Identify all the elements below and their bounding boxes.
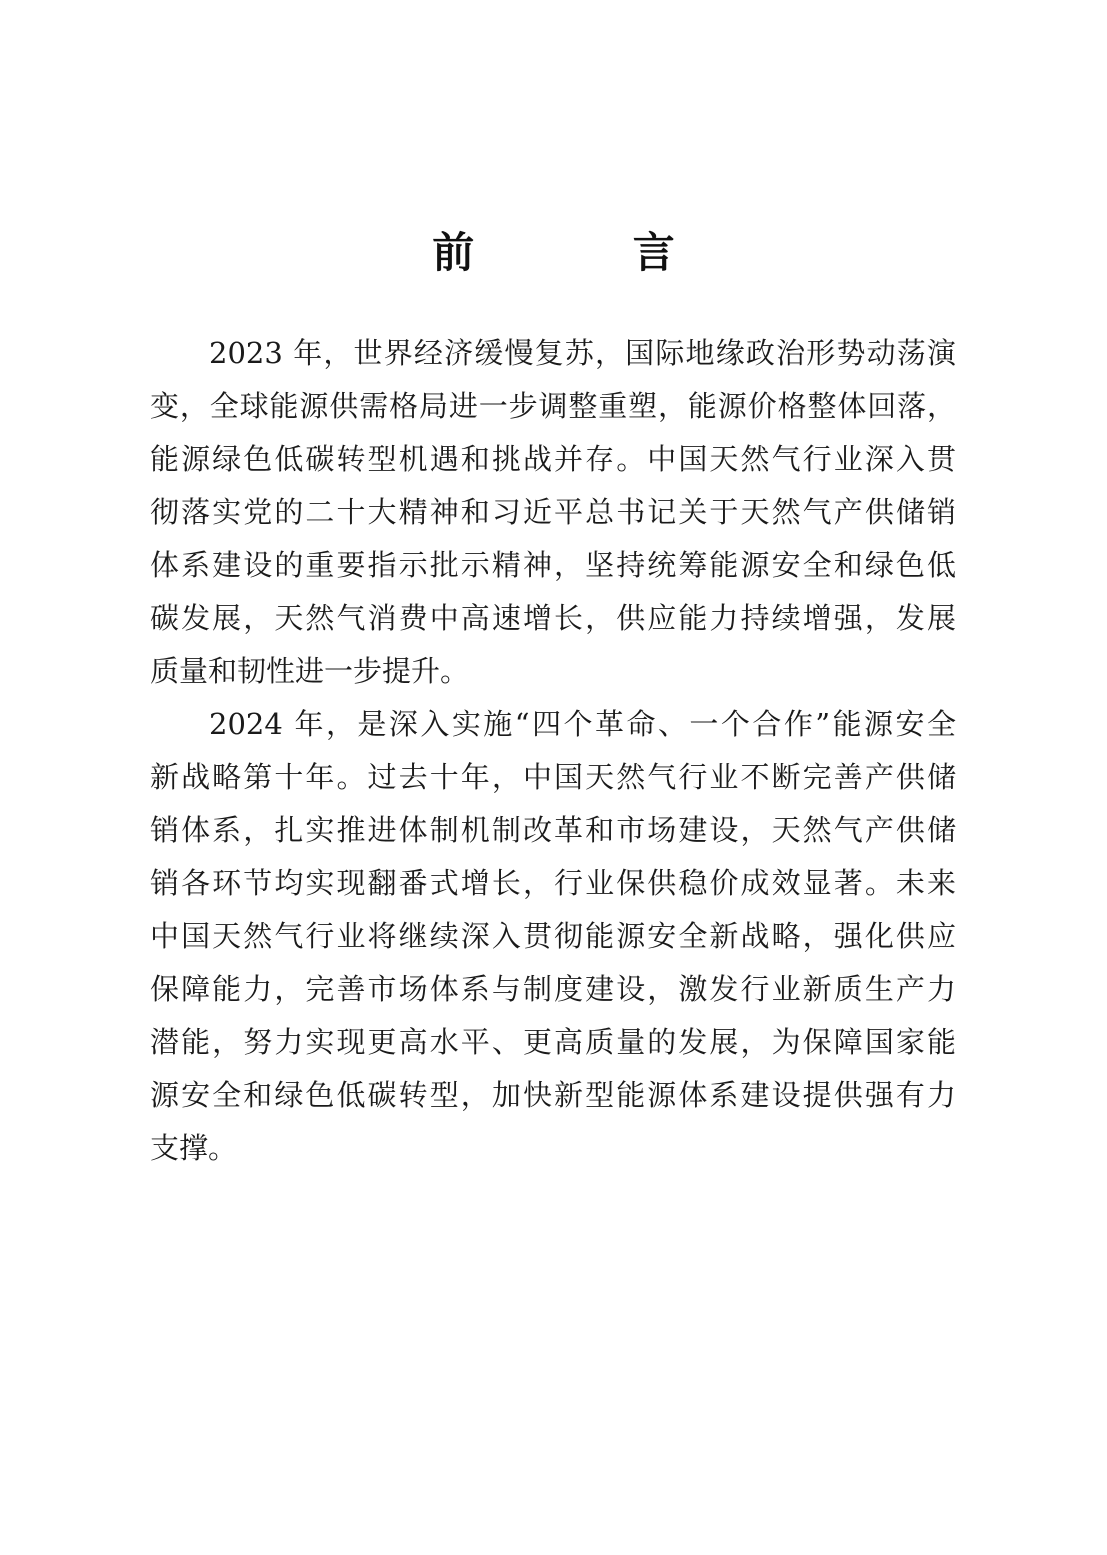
page-title: 前 言 [432,228,747,277]
paragraph-1-line-4: 彻落实党的二十大精神和习近平总书记关于天然气产供储销 [150,495,956,529]
paragraph-2-line-9: 支撑。 [150,1131,238,1165]
paragraph-1-line-5: 体系建设的重要指示批示精神，坚持统筹能源安全和绿色低 [150,548,956,582]
paragraph-1-line-3: 能源绿色低碳转型机遇和挑战并存。中国天然气行业深入贯 [150,442,956,476]
paragraph-2-line-8: 源安全和绿色低碳转型，加快新型能源体系建设提供强有力 [150,1078,956,1112]
paragraph-1-line-6: 碳发展，天然气消费中高速增长，供应能力持续增强，发展 [150,601,956,635]
paragraph-2-line-2: 新战略第十年。过去十年，中国天然气行业不断完善产供储 [150,760,956,794]
paragraph-2-line-1: 2024 年，是深入实施“四个革命、一个合作”能源安全 [209,707,956,741]
paragraph-1-line-7: 质量和韧性进一步提升。 [150,654,470,688]
paragraph-2-line-3: 销体系，扎实推进体制机制改革和市场建设，天然气产供储 [150,813,956,847]
paragraph-1-line-1: 2023 年，世界经济缓慢复苏，国际地缘政治形势动荡演 [209,336,956,370]
paragraph-2-line-4: 销各环节均实现翻番式增长，行业保供稳价成效显著。未来 [150,866,956,900]
paragraph-2-line-5: 中国天然气行业将继续深入贯彻能源安全新战略，强化供应 [150,919,956,953]
paragraph-2-line-6: 保障能力，完善市场体系与制度建设，激发行业新质生产力 [150,972,956,1006]
paragraph-2-line-7: 潜能，努力实现更高水平、更高质量的发展，为保障国家能 [150,1025,956,1059]
paragraph-1-line-2: 变，全球能源供需格局进一步调整重塑，能源价格整体回落， [150,389,956,423]
